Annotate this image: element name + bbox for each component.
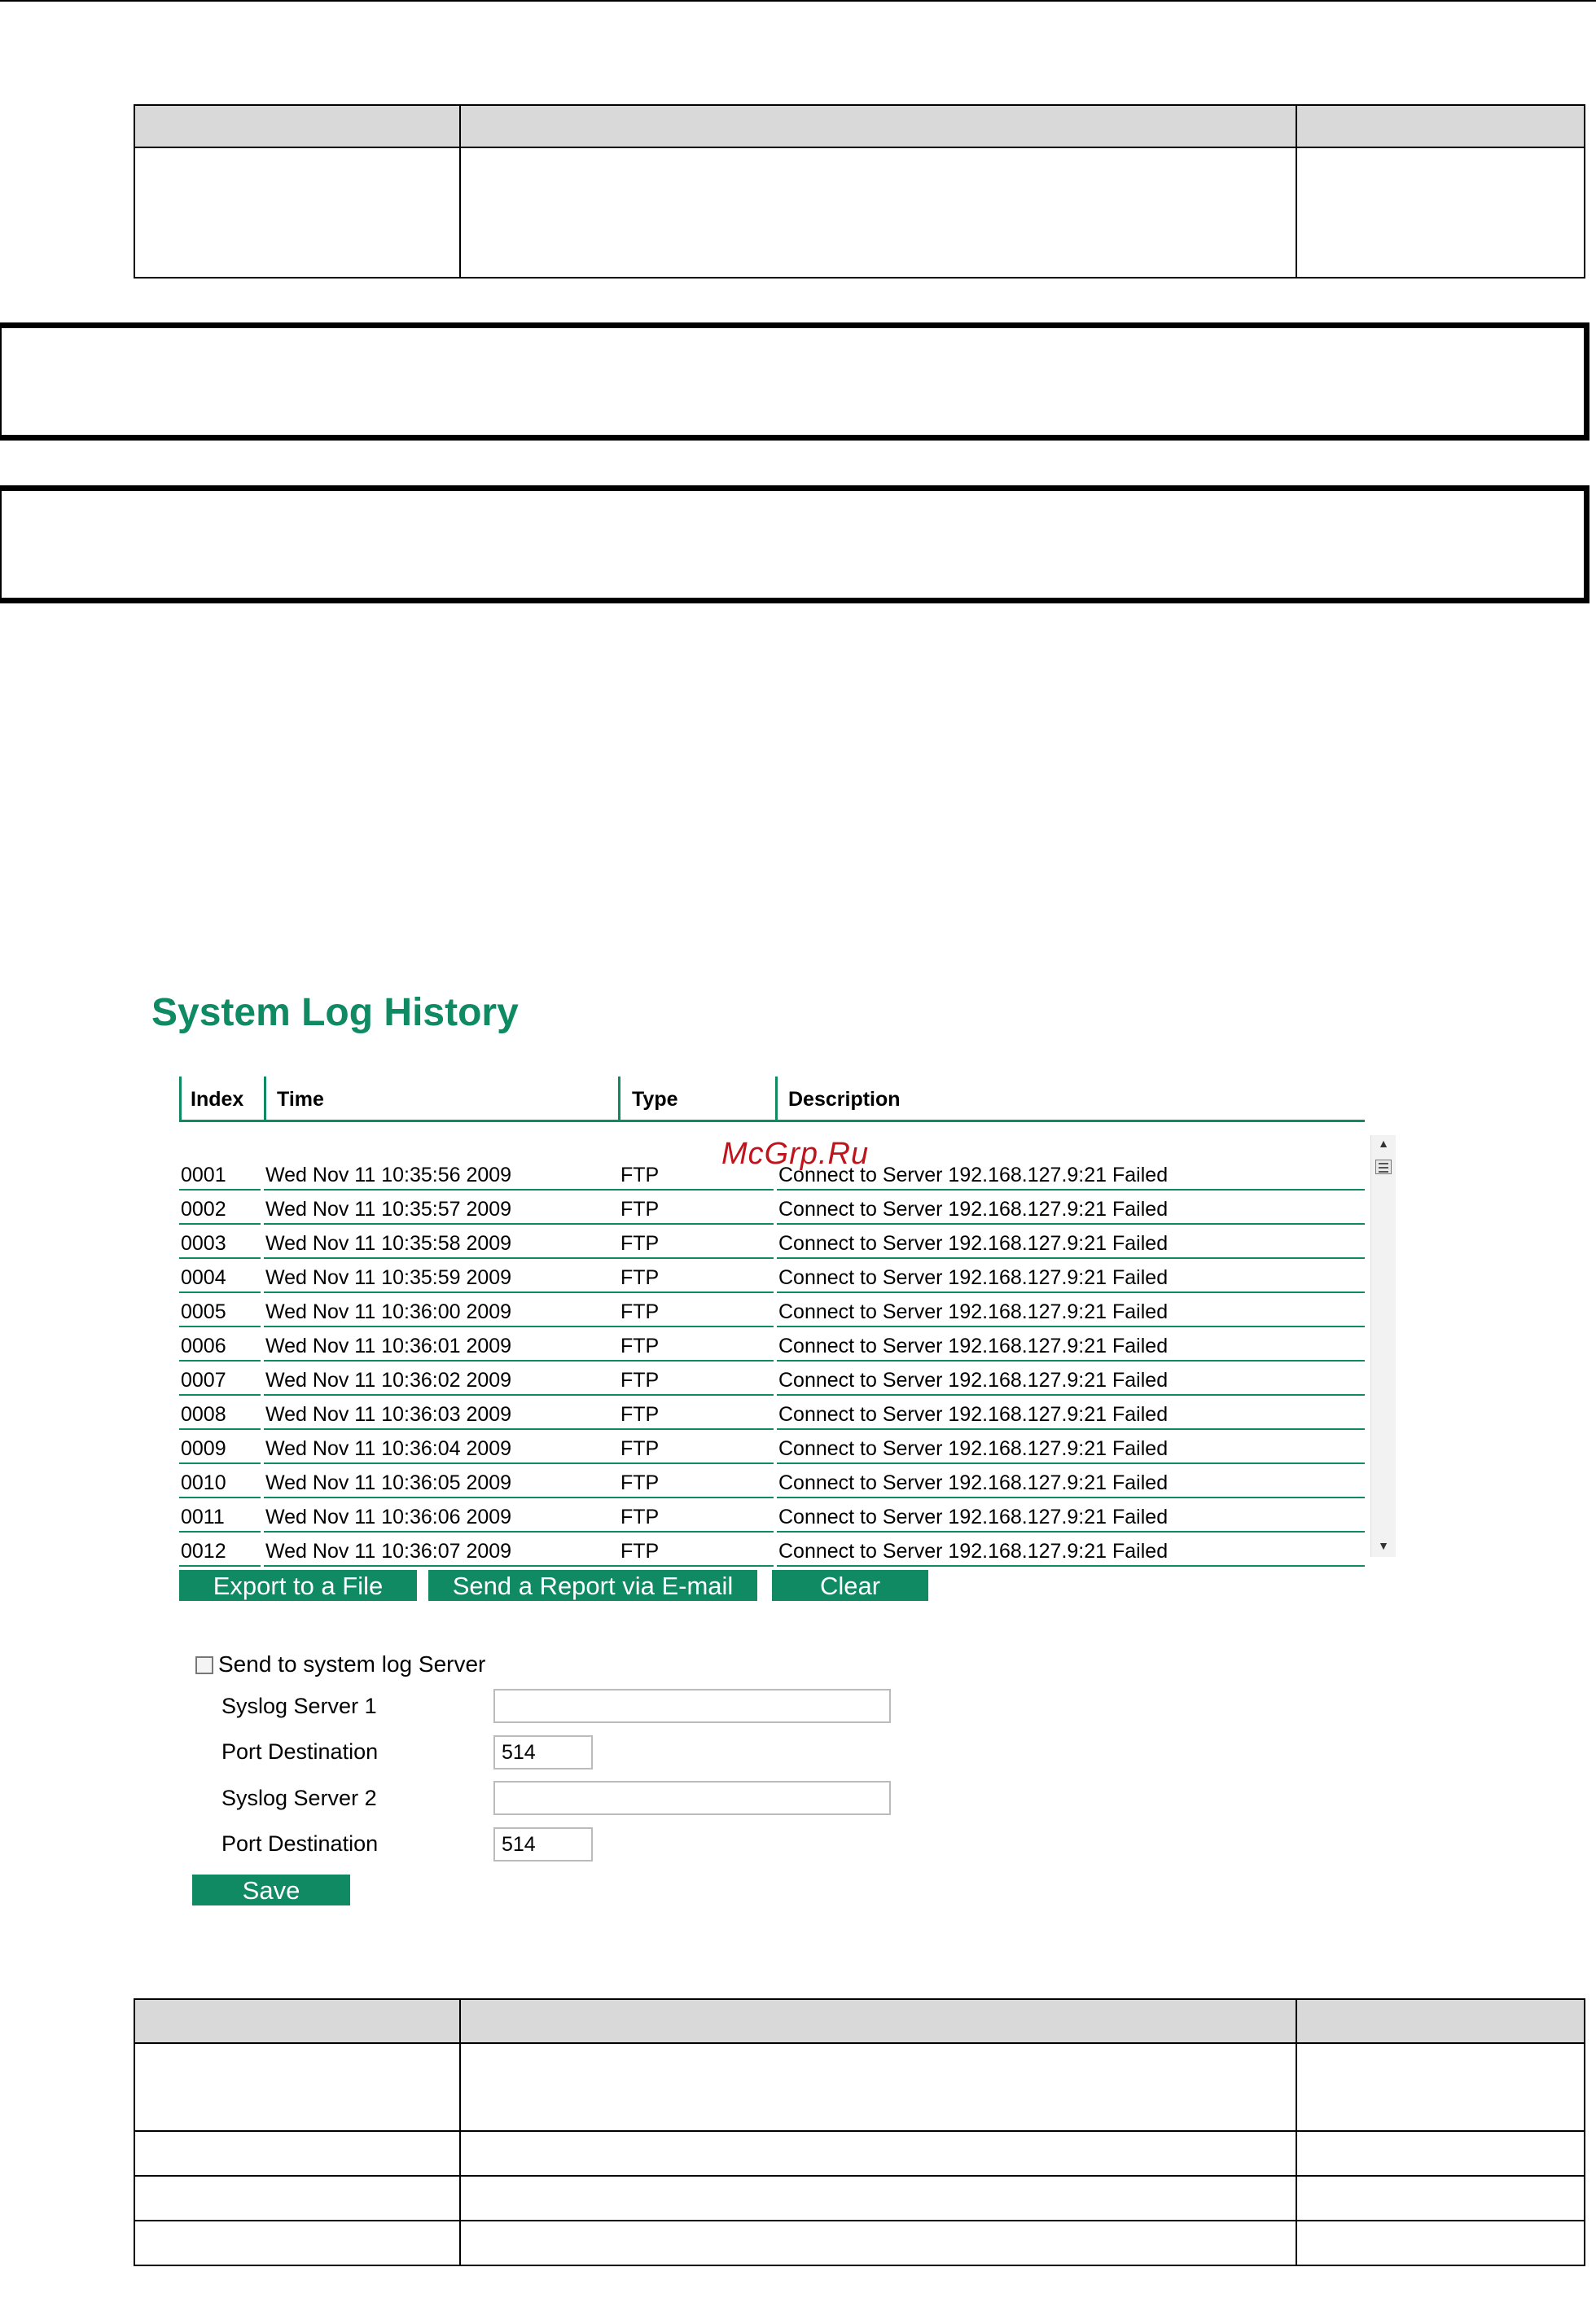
column-divider xyxy=(775,1077,778,1122)
scroll-thumb[interactable] xyxy=(1375,1160,1392,1174)
send-to-syslog-row[interactable] xyxy=(195,1651,485,1677)
note-box xyxy=(0,322,1589,441)
log-cell-type: FTP xyxy=(620,1232,660,1255)
log-cell-description: Connect to Server 192.168.127.9:21 Failed xyxy=(778,1232,1168,1255)
log-cell-time: Wed Nov 11 10:35:58 2009 xyxy=(265,1232,512,1255)
bottom-parameter-table xyxy=(134,1998,1585,2266)
log-cell-index: 0007 xyxy=(181,1369,226,1392)
log-cell-time: Wed Nov 11 10:36:07 2009 xyxy=(265,1540,512,1563)
top-parameter-table xyxy=(134,104,1585,278)
syslog-server-1-input[interactable] xyxy=(493,1689,891,1723)
table-row xyxy=(134,2043,1585,2131)
log-cell-index: 0012 xyxy=(181,1540,226,1563)
log-cell-time: Wed Nov 11 10:36:03 2009 xyxy=(265,1403,512,1426)
log-cell-type: FTP xyxy=(620,1403,660,1426)
log-scrollbar[interactable] xyxy=(1370,1135,1396,1557)
log-cell-time: Wed Nov 11 10:36:06 2009 xyxy=(265,1506,512,1528)
log-cell-type: FTP xyxy=(620,1300,660,1323)
log-cell-time: Wed Nov 11 10:36:00 2009 xyxy=(265,1300,512,1323)
log-row xyxy=(179,1464,1365,1498)
log-row xyxy=(179,1362,1365,1396)
log-cell-description: Connect to Server 192.168.127.9:21 Failed xyxy=(778,1471,1168,1494)
table-row xyxy=(134,2176,1585,2221)
log-cell-type: FTP xyxy=(620,1198,660,1221)
log-cell-index: 0004 xyxy=(181,1266,226,1289)
column-divider xyxy=(618,1077,620,1122)
log-cell-index: 0005 xyxy=(181,1300,226,1323)
send-to-syslog-label: Send to system log Server xyxy=(218,1651,486,1677)
log-cell-index: 0008 xyxy=(181,1403,226,1426)
log-cell-index: 0006 xyxy=(181,1335,226,1357)
log-cell-index: 0002 xyxy=(181,1198,226,1221)
log-row xyxy=(179,1225,1365,1259)
log-cell-description: Connect to Server 192.168.127.9:21 Failed xyxy=(778,1164,1168,1186)
log-cell-time: Wed Nov 11 10:35:59 2009 xyxy=(265,1266,512,1289)
save-button[interactable]: Save xyxy=(192,1875,350,1905)
scroll-up-arrow-icon[interactable]: ▲ xyxy=(1378,1137,1389,1150)
send-to-syslog-checkbox[interactable] xyxy=(195,1656,213,1674)
log-row xyxy=(179,1191,1365,1225)
log-cell-time: Wed Nov 11 10:35:57 2009 xyxy=(265,1198,512,1221)
log-cell-type: FTP xyxy=(620,1471,660,1494)
log-cell-description: Connect to Server 192.168.127.9:21 Failed xyxy=(778,1266,1168,1289)
log-cell-description: Connect to Server 192.168.127.9:21 Failed xyxy=(778,1300,1168,1323)
log-cell-type: FTP xyxy=(620,1506,660,1528)
log-cell-index: 0010 xyxy=(181,1471,226,1494)
log-row xyxy=(179,1259,1365,1293)
log-cell-time: Wed Nov 11 10:36:02 2009 xyxy=(265,1369,512,1392)
log-cell-description: Connect to Server 192.168.127.9:21 Failed xyxy=(778,1506,1168,1528)
note-box xyxy=(0,485,1589,603)
column-header-time: Time xyxy=(277,1088,324,1111)
row-separator xyxy=(777,1565,1365,1567)
log-cell-index: 0001 xyxy=(181,1164,226,1186)
table-header-row xyxy=(134,105,1585,147)
column-divider xyxy=(179,1077,182,1122)
send-report-email-button[interactable]: Send a Report via E-mail xyxy=(428,1570,757,1601)
log-cell-time: Wed Nov 11 10:36:04 2009 xyxy=(265,1437,512,1460)
log-cell-description: Connect to Server 192.168.127.9:21 Failed xyxy=(778,1403,1168,1426)
page-top-rule xyxy=(0,0,1596,2)
log-cell-type: FTP xyxy=(620,1540,660,1563)
log-cell-description: Connect to Server 192.168.127.9:21 Failed xyxy=(778,1335,1168,1357)
log-row xyxy=(179,1396,1365,1430)
syslog-server-2-input[interactable] xyxy=(493,1781,891,1815)
table-row xyxy=(134,147,1585,278)
header-underline xyxy=(179,1120,1365,1122)
log-table-header xyxy=(179,1077,1365,1120)
column-header-index: Index xyxy=(191,1088,244,1111)
port-destination-1-input[interactable] xyxy=(493,1735,593,1769)
column-header-description: Description xyxy=(788,1088,901,1111)
clear-button[interactable]: Clear xyxy=(772,1570,928,1601)
log-cell-time: Wed Nov 11 10:36:05 2009 xyxy=(265,1471,512,1494)
port-destination-2-label: Port Destination xyxy=(221,1831,379,1856)
log-cell-index: 0011 xyxy=(181,1506,225,1528)
log-row xyxy=(179,1533,1365,1567)
log-cell-description: Connect to Server 192.168.127.9:21 Failed xyxy=(778,1437,1168,1460)
syslog-server-2-label: Syslog Server 2 xyxy=(221,1786,377,1810)
log-cell-description: Connect to Server 192.168.127.9:21 Failed xyxy=(778,1198,1168,1221)
log-row xyxy=(179,1498,1365,1533)
log-row xyxy=(179,1327,1365,1362)
table-row xyxy=(134,2131,1585,2176)
page-title: System Log History xyxy=(151,991,519,1034)
column-header-type: Type xyxy=(632,1088,678,1111)
log-cell-type: FTP xyxy=(620,1369,660,1392)
scroll-down-arrow-icon[interactable]: ▼ xyxy=(1378,1539,1389,1552)
log-cell-type: FTP xyxy=(620,1266,660,1289)
log-cell-time: Wed Nov 11 10:35:56 2009 xyxy=(265,1164,512,1186)
column-divider xyxy=(264,1077,266,1122)
log-cell-time: Wed Nov 11 10:36:01 2009 xyxy=(265,1335,512,1357)
port-destination-2-input[interactable] xyxy=(493,1827,593,1862)
watermark: McGrp.Ru xyxy=(721,1137,870,1171)
syslog-server-1-label: Syslog Server 1 xyxy=(221,1694,377,1718)
log-table-body xyxy=(179,1156,1365,1567)
log-cell-description: Connect to Server 192.168.127.9:21 Failed xyxy=(778,1369,1168,1392)
port-destination-1-label: Port Destination xyxy=(221,1739,379,1764)
row-separator xyxy=(179,1565,261,1567)
table-header-row xyxy=(134,1999,1585,2043)
log-cell-index: 0009 xyxy=(181,1437,226,1460)
log-cell-type: FTP xyxy=(620,1437,660,1460)
log-cell-index: 0003 xyxy=(181,1232,226,1255)
row-separator xyxy=(617,1565,774,1567)
table-row xyxy=(134,2221,1585,2265)
log-row xyxy=(179,1430,1365,1464)
log-row xyxy=(179,1293,1365,1327)
log-cell-type: FTP xyxy=(620,1164,660,1186)
log-cell-description: Connect to Server 192.168.127.9:21 Failed xyxy=(778,1540,1168,1563)
log-cell-type: FTP xyxy=(620,1335,660,1357)
export-to-file-button[interactable]: Export to a File xyxy=(179,1570,417,1601)
